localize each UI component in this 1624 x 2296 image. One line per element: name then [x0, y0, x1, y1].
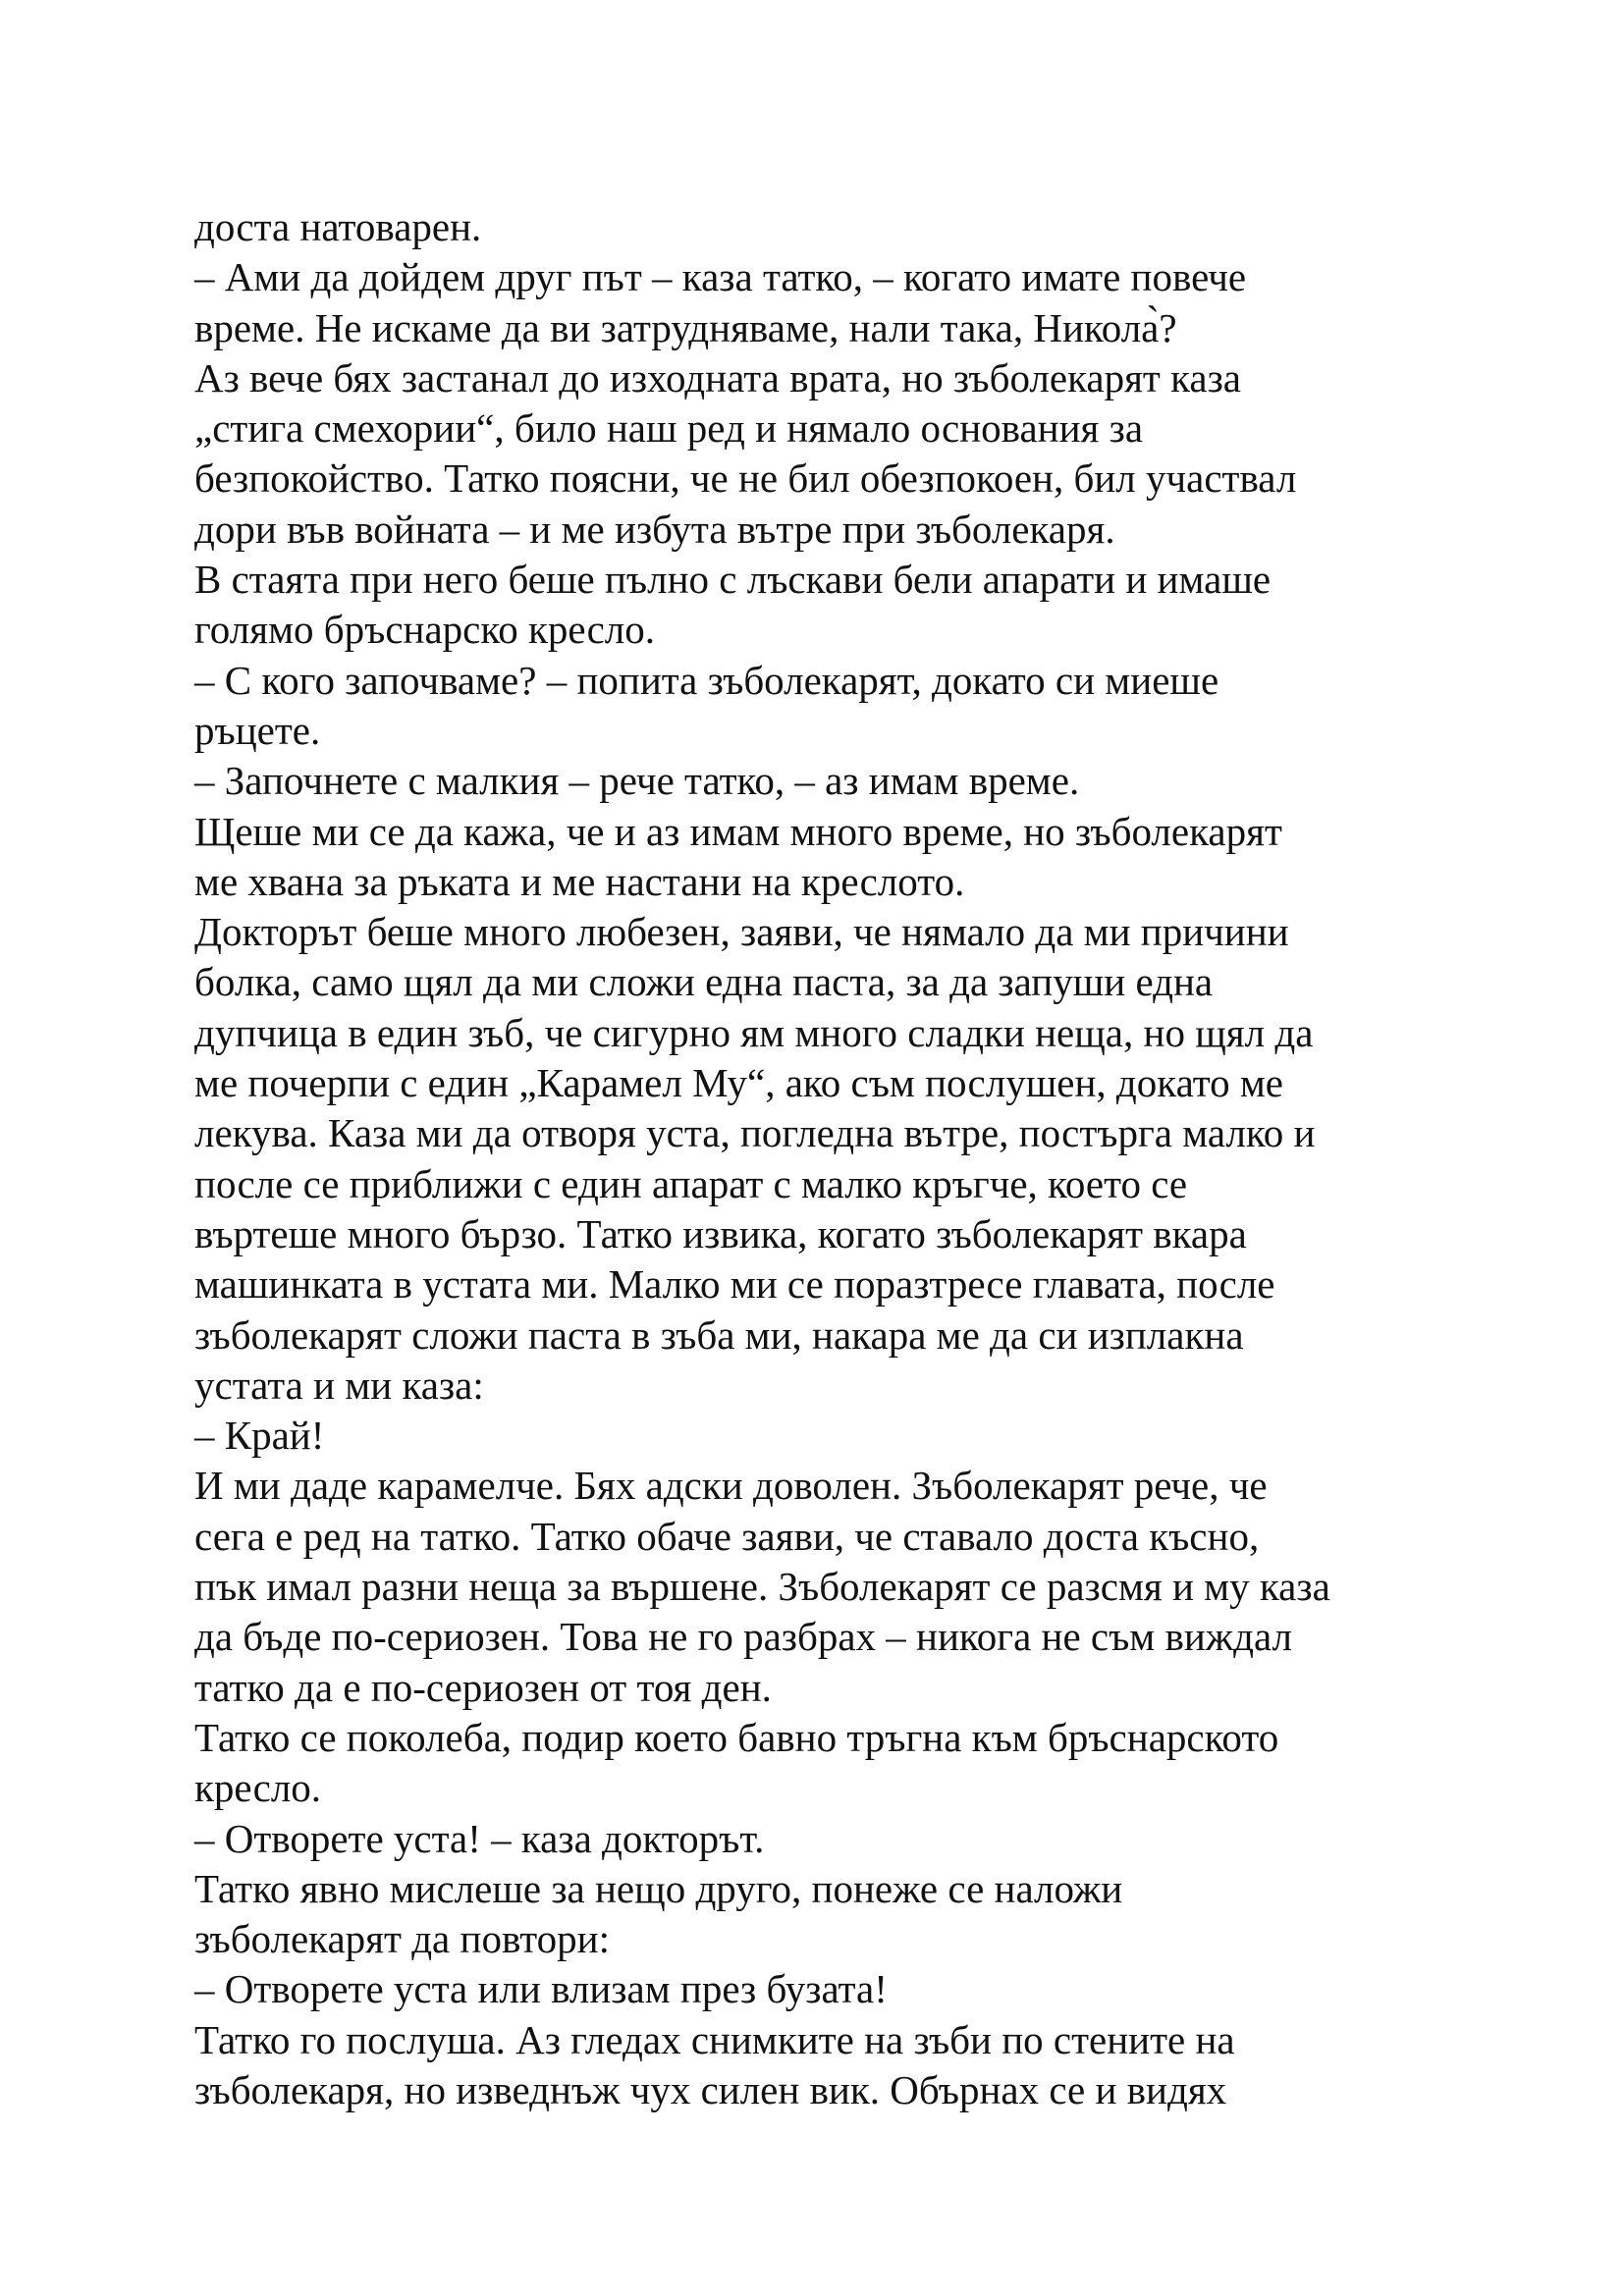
text-line: И ми даде карамелче. Бях адски доволен. Зъболекарят рече, че	[194, 1463, 1268, 1509]
text-line: – Започнете с малкия – рече татко, – аз имам време.	[194, 758, 1080, 804]
text-line: сега е ред на татко. Татко обаче заяви, че ставало доста късно,	[194, 1513, 1260, 1559]
text-line: зъболекарят сложи паста в зъба ми, накара ме да си изплакна	[194, 1311, 1244, 1358]
text-line: зъболекарят да повтори:	[194, 1916, 610, 1962]
text-line: Аз вече бях застанал до изходната врата, но зъболекарят каза	[194, 354, 1241, 400]
text-line: Татко явно мислеше за нещо друго, понеже се наложи	[194, 1865, 1123, 1911]
text-line: ме почерпи с един „Карамел Му“, ако съм послушен, докато ме	[194, 1060, 1283, 1106]
text-line: дори във войната – и ме избута вътре при зъболекаря.	[194, 506, 1115, 552]
body-text	[194, 202, 1471, 2115]
text-line: – Ами да дойдем друг път – каза татко, – когато имате повече	[194, 254, 1247, 300]
text-line: пък имал разни неща за вършене. Зъболекарят се разсмя и му каза	[194, 1564, 1330, 1610]
text-line: дупчица в един зъб, че сигурно ям много сладки неща, но щял да	[194, 1009, 1314, 1055]
text-line: безпокойство. Татко поясни, че не бил обезпокоен, бил участвал	[194, 455, 1297, 502]
text-line: „стига смехории“, било наш ред и нямало основания за	[194, 405, 1144, 452]
text-line: доста натоварен.	[194, 204, 482, 249]
text-line: – Край!	[194, 1413, 325, 1459]
text-line: ръцете.	[194, 707, 321, 753]
text-line: голямо бръснарско кресло.	[194, 607, 655, 653]
text-line: машинката в устата ми. Малко ми се поразтресе главата, после	[194, 1261, 1275, 1308]
text-line: – Отворете уста! – каза докторът.	[194, 1815, 765, 1861]
text-line: – С кого започваме? – попита зъболекарят, докато си миеше	[194, 657, 1219, 703]
text-line: ме хвана за ръката и ме настани на креслото.	[194, 858, 965, 904]
text-line: болка, само щял да ми сложи една паста, за да запуши една	[194, 959, 1214, 1005]
text-line: устата и ми каза:	[194, 1362, 484, 1408]
text-line: В стаята при него беше пълно с лъскави бели апарати и имаше	[194, 557, 1272, 603]
text-line: – Отворете уста или влизам през бузата!	[194, 1966, 888, 2012]
text-line: татко да е по-сериозен от тоя ден.	[194, 1664, 772, 1710]
text-line: да бъде по-сериозен. Това не го разбрах – никога не съм виждал	[194, 1614, 1293, 1660]
text-line: Татко се поколеба, подир което бавно тръгна към бръснарското	[194, 1714, 1279, 1760]
text-line: Щеше ми се да кажа, че и аз имам много време, но зъболекарят	[194, 808, 1282, 854]
text-line: после се приближи с един апарат с малко кръгче, което се	[194, 1160, 1188, 1206]
text-line: лекува. Каза ми да отворя уста, погледна вътре, постърга малко и	[194, 1110, 1316, 1156]
text-line: време. Не искаме да ви затрудняваме, нали така, Никола̀?	[194, 304, 1177, 350]
text-line: въртеше много бързо. Татко извика, когато зъболекарят вкара	[194, 1210, 1247, 1256]
text-line: Татко го послуша. Аз гледах снимките на зъби по стените на	[194, 2016, 1235, 2062]
text-line: Докторът беше много любезен, заяви, че нямало да ми причини	[194, 909, 1289, 955]
text-line: кресло.	[194, 1765, 322, 1811]
text-line: зъболекаря, но изведнъж чух силен вик. Обърнах се и видях	[194, 2066, 1227, 2112]
